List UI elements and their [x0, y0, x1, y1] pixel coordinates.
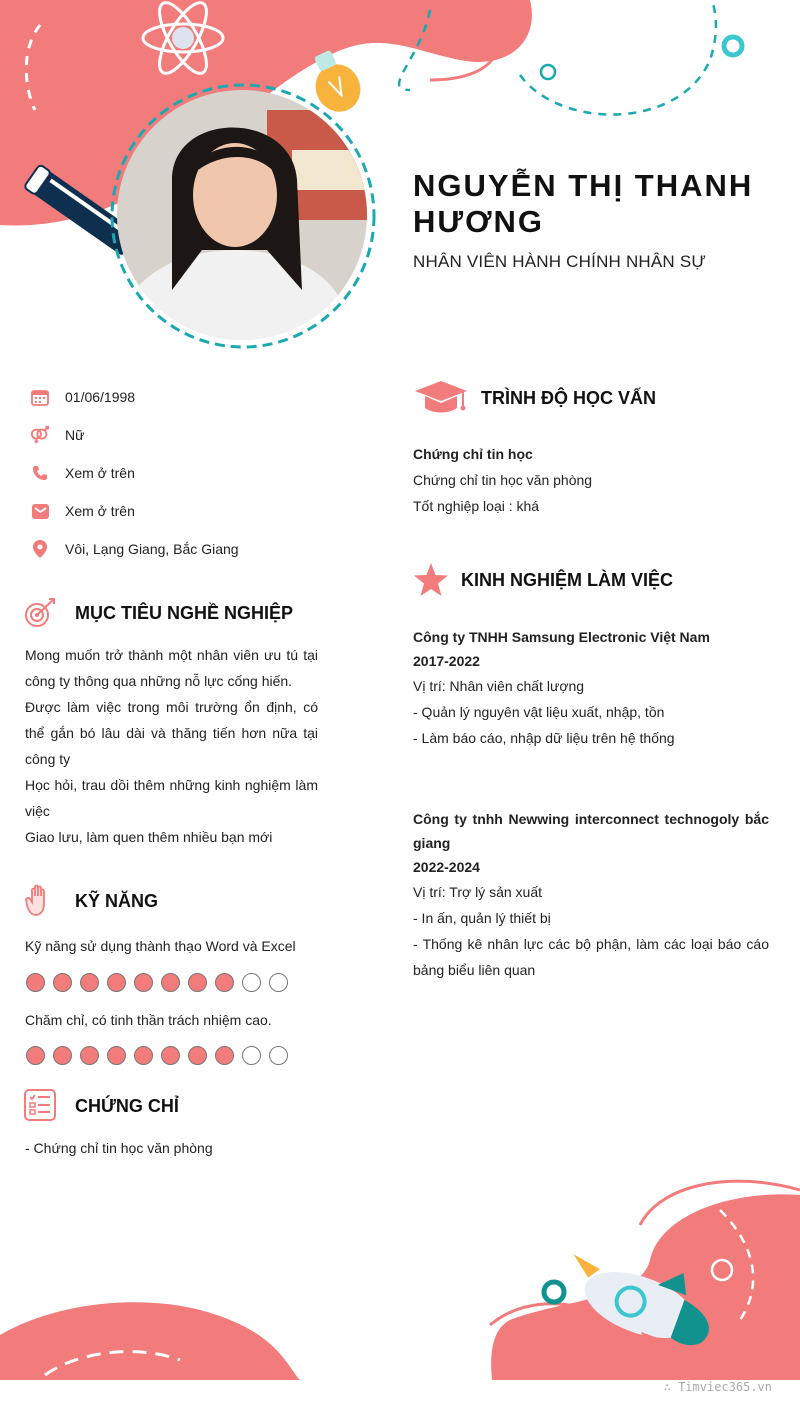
gender-value: Nữ: [65, 427, 85, 443]
calendar-icon: [30, 387, 50, 407]
job-title: NHÂN VIÊN HÀNH CHÍNH NHÂN SỰ: [413, 252, 707, 271]
education-title: TRÌNH ĐỘ HỌC VẤN: [481, 387, 656, 408]
rating-dot-filled: [53, 973, 72, 992]
star-icon: [413, 562, 449, 598]
location-icon: [30, 539, 50, 559]
checklist-icon: [24, 1089, 58, 1123]
profile-photo: [117, 90, 367, 340]
skills-title: KỸ NĂNG: [75, 890, 159, 911]
gender-row: [30, 423, 84, 447]
job-company: Công ty tnhh Newwing interconnect technogoly bắc giang: [413, 811, 769, 851]
rating-dot-filled: [188, 1046, 207, 1065]
email-icon: [30, 501, 50, 521]
birthdate-value: 01/06/1998: [65, 389, 136, 405]
job-period: 2017-2022: [413, 653, 480, 669]
objective-line: Được làm việc trong môi trường ổn định, có thể gắn bó lâu dài và thăng tiến hơn nữa tại công ty: [25, 699, 318, 767]
job-line: - Quản lý nguyên vật liệu xuất, nhập, tồn: [413, 704, 665, 720]
address-value: Vôi, Lạng Giang, Bắc Giang: [65, 541, 239, 557]
rating-dot-filled: [107, 1046, 126, 1065]
candidate-name: NGUYỄN THỊ THANH HƯƠNG: [413, 168, 754, 239]
rating-dot-filled: [215, 973, 234, 992]
rating-dot-filled: [215, 1046, 234, 1065]
certificates-header: [24, 1089, 179, 1123]
skill-rating: [26, 1046, 288, 1065]
rating-dot-filled: [107, 973, 126, 992]
education-line: Chứng chỉ tin học văn phòng: [413, 472, 593, 488]
rating-dot-filled: [188, 973, 207, 992]
email-row: [30, 499, 135, 523]
rating-dot-empty: [242, 1046, 261, 1065]
rating-dot-filled: [134, 1046, 153, 1065]
certificate-item: - Chứng chỉ tin học văn phòng: [25, 1140, 213, 1156]
skill-label: Kỹ năng sử dụng thành thạo Word và Excel: [25, 938, 296, 954]
phone-row: [30, 461, 135, 485]
objective-line: Học hỏi, trau dồi thêm những kinh nghiệm làm việc: [25, 777, 318, 819]
education-line: Tốt nghiệp loại : khá: [413, 498, 540, 514]
rating-dot-empty: [242, 973, 261, 992]
rating-dot-filled: [26, 1046, 45, 1065]
objective-text: [25, 642, 318, 850]
certificates-title: CHỨNG CHỈ: [75, 1095, 179, 1116]
job-entry: [413, 625, 769, 751]
job-company: Công ty TNHH Samsung Electronic Việt Nam: [413, 629, 710, 645]
job-line: Vị trí: Nhân viên chất lượng: [413, 678, 585, 694]
rating-dot-filled: [134, 973, 153, 992]
job-line: - Thống kê nhân lực các bộ phận, làm các loại báo cáo bảng biểu liên quan: [413, 936, 769, 978]
objective-line: Giao lưu, làm quen thêm nhiều bạn mới: [25, 829, 273, 845]
skill-rating: [26, 973, 288, 992]
job-line: - Làm báo cáo, nhập dữ liệu trên hệ thống: [413, 730, 675, 746]
birthdate-row: [30, 385, 135, 409]
hand-icon: [24, 884, 58, 918]
objective-header: [24, 596, 293, 630]
skill-label: Chăm chỉ, có tinh thần trách nhiệm cao.: [25, 1012, 272, 1028]
address-row: [30, 537, 239, 561]
rating-dot-filled: [161, 1046, 180, 1065]
education-header: [413, 378, 656, 418]
phone-value: Xem ở trên: [65, 465, 135, 481]
education-block: [413, 441, 592, 519]
rating-dot-filled: [26, 973, 45, 992]
job-entry: [413, 807, 769, 983]
email-value: Xem ở trên: [65, 503, 135, 519]
graduation-cap-icon: [413, 378, 469, 418]
education-school: Chứng chỉ tin học: [413, 446, 533, 462]
watermark: ∴ Timviec365.vn: [663, 1380, 772, 1394]
skills-header: [24, 884, 158, 918]
job-period: 2022-2024: [413, 859, 480, 875]
gender-icon: [30, 425, 50, 445]
rating-dot-filled: [80, 1046, 99, 1065]
rating-dot-filled: [161, 973, 180, 992]
rating-dot-empty: [269, 1046, 288, 1065]
experience-title: KINH NGHIỆM LÀM VIỆC: [461, 569, 674, 590]
experience-header: [413, 562, 673, 598]
rating-dot-filled: [53, 1046, 72, 1065]
rating-dot-empty: [269, 973, 288, 992]
objective-line: Mong muốn trở thành một nhân viên ưu tú tại công ty thông qua những nỗ lực cống hiến.: [25, 647, 318, 689]
job-line: - In ấn, quản lý thiết bị: [413, 910, 551, 926]
phone-icon: [30, 463, 50, 483]
job-line: Vị trí: Trợ lý sản xuất: [413, 884, 542, 900]
target-icon: [24, 596, 58, 630]
rating-dot-filled: [80, 973, 99, 992]
objective-title: MỤC TIÊU NGHỀ NGHIỆP: [75, 602, 294, 623]
